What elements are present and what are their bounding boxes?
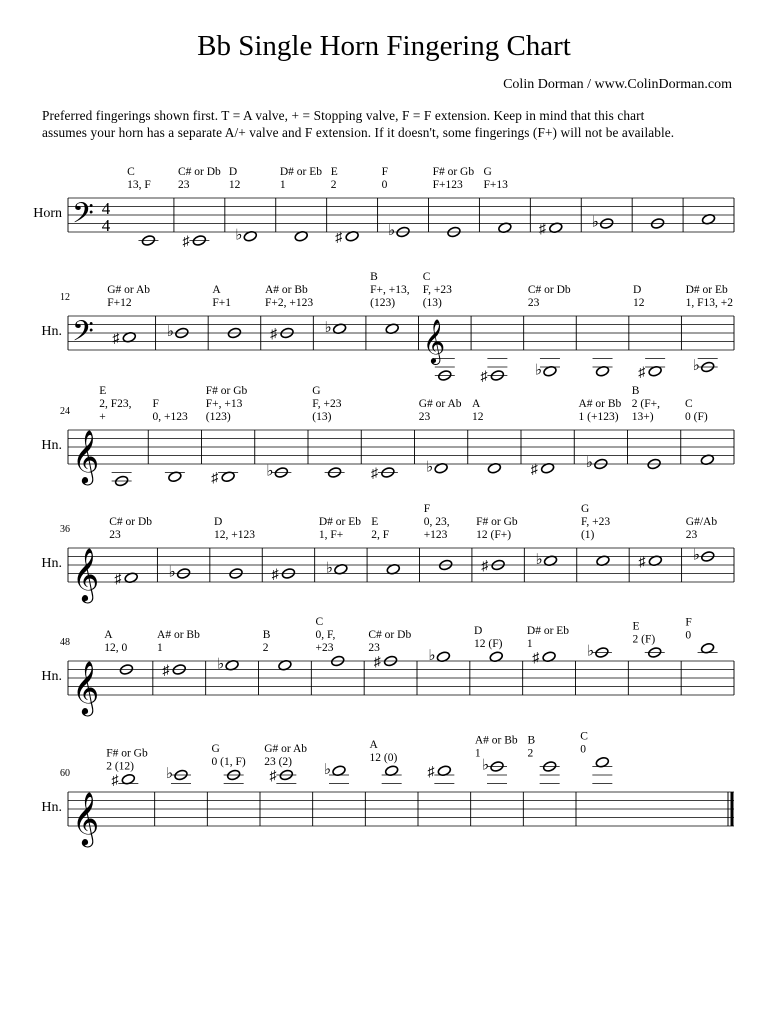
sharp-icon: ♯ [269, 769, 277, 784]
fingering-label: 2, F [371, 529, 390, 541]
fingering-label: 1 [474, 747, 481, 760]
flat-icon: ♭ [387, 223, 396, 239]
note-name-label: F [685, 616, 692, 629]
note-name-label: G [312, 385, 321, 397]
fingering-label: 23 (2) [264, 756, 293, 768]
measure-number: 36 [60, 524, 70, 535]
flat-icon: ♭ [323, 761, 331, 778]
fingering-label: 12, 0 [104, 642, 128, 654]
note-name-label: C# or Db [368, 629, 412, 641]
fingering-label: F+, +13, [370, 284, 410, 296]
note-name-label: E [371, 516, 379, 528]
page-title: Bb Single Horn Fingering Chart [197, 30, 571, 62]
sharp-icon: ♯ [335, 230, 343, 246]
sharp-icon: ♯ [112, 331, 120, 347]
note-name-label: A [104, 629, 113, 641]
instrument-label: Hn. [41, 669, 62, 684]
note-name-label: G# or Ab [264, 743, 308, 755]
sharp-icon: ♯ [162, 663, 170, 679]
instrument-label: Hn. [41, 324, 62, 339]
fingering-label: 13+) [631, 411, 654, 423]
note-name-label: D# or Eb [526, 624, 570, 637]
intro-line: assumes your horn has a separate A/+ valve and F extension. If it doesn't, some fingerings (F+) will not be available. [42, 125, 675, 140]
time-signature-bottom: 4 [101, 216, 111, 235]
bass-clef-icon: 𝄢 [72, 317, 94, 354]
time-signature-top: 4 [101, 199, 111, 218]
fingering-label: + [99, 411, 106, 423]
flat-icon: ♭ [535, 551, 543, 568]
flat-icon: ♭ [585, 455, 593, 471]
treble-clef-icon: 𝄞 [72, 431, 100, 482]
note-name-label: D [633, 284, 642, 296]
instrument-label: Hn. [41, 438, 62, 453]
fingering-label: (1) [580, 529, 595, 541]
fingering-label: 2 (F+, [631, 398, 660, 410]
note-name-label: E [99, 385, 107, 397]
flat-icon: ♭ [692, 358, 700, 374]
note-name-label: A# or Bb [578, 398, 622, 410]
note-name-label: B [370, 271, 378, 283]
note-name-label: F [152, 398, 159, 410]
fingering-label: 12 (F) [474, 637, 503, 650]
fingering-label: 1, F+ [318, 529, 344, 541]
treble-clef-icon: 𝄞 [422, 321, 446, 363]
fingering-label: 1 [157, 642, 163, 654]
fingering-label: 23 [177, 179, 190, 191]
note-name-label: B [631, 385, 640, 397]
fingering-label: 12 [228, 179, 241, 191]
measure-number: 12 [60, 292, 70, 303]
note-name-label: G#/Ab [685, 516, 718, 528]
fingering-label: 0 (1, F) [211, 756, 246, 768]
note-name-label: A# or Bb [157, 629, 200, 641]
fingering-label: F+13 [483, 179, 508, 191]
flat-icon: ♭ [266, 463, 274, 480]
flat-icon: ♭ [324, 319, 332, 336]
sharp-icon: ♯ [111, 773, 119, 789]
treble-clef-icon: 𝄞 [72, 662, 100, 713]
flat-icon: ♭ [586, 643, 594, 660]
sharp-icon: ♯ [427, 764, 435, 780]
fingering-label: 1 (+123) [578, 411, 619, 423]
note-name-label: D# or Eb [318, 516, 362, 528]
flat-icon: ♭ [481, 757, 489, 774]
treble-clef-icon: 𝄞 [72, 793, 100, 844]
measure-number: 48 [60, 637, 70, 648]
instrument-label: Hn. [41, 556, 62, 571]
sharp-icon: ♯ [373, 655, 381, 670]
fingering-label: F+1 [212, 297, 232, 309]
sharp-icon: ♯ [538, 221, 546, 237]
flat-icon: ♭ [235, 227, 243, 244]
fingering-label: 2, F23, [99, 398, 132, 410]
note-name-label: A [212, 284, 221, 296]
note-name-label: A# or Bb [264, 284, 308, 296]
fingering-label: 2 [330, 179, 337, 191]
sharp-icon: ♯ [182, 234, 190, 250]
note-name-label: A# or Bb [474, 734, 518, 747]
flat-icon: ♭ [692, 547, 700, 564]
flat-icon: ♭ [165, 766, 173, 782]
fingering-label: 23 [109, 529, 121, 541]
fingering-label: 12 [633, 297, 645, 309]
fingering-label: F, +23 [580, 516, 611, 528]
measure-number: 60 [60, 768, 70, 779]
sharp-icon: ♯ [481, 559, 489, 574]
note-name-label: D# or Eb [685, 284, 728, 296]
fingering-label: 1 [279, 179, 286, 191]
note-name-label: F# or Gb [432, 166, 475, 178]
note-name-label: G [211, 743, 220, 755]
note-name-label: C [315, 616, 324, 628]
note-name-label: B [527, 734, 536, 747]
note-name-label: C [580, 730, 588, 743]
note-name-label: C# or Db [527, 284, 571, 296]
note-name-label: C [422, 271, 431, 283]
note-name-label: E [330, 166, 338, 178]
sharp-icon: ♯ [370, 466, 378, 482]
fingering-label: (13) [312, 411, 332, 423]
flat-icon: ♭ [166, 324, 174, 340]
note-name-label: D [214, 516, 223, 528]
sharp-icon: ♯ [530, 462, 538, 478]
note-name-label: D [474, 624, 483, 637]
note-name-label: F# or Gb [205, 385, 248, 397]
note-name-label: F [381, 166, 389, 178]
note-name-label: F# or Gb [476, 516, 518, 528]
sharp-icon: ♯ [532, 650, 540, 666]
note-name-label: B [262, 629, 271, 641]
flat-icon: ♭ [217, 656, 225, 673]
note-name-label: F [423, 503, 431, 515]
bass-clef-icon: 𝄢 [72, 199, 94, 236]
sharp-icon: ♯ [638, 365, 646, 381]
note-name-label: G# or Ab [107, 284, 151, 296]
flat-icon: ♭ [591, 214, 599, 231]
fingering-label: 23 [368, 642, 380, 654]
fingering-label: (13) [422, 297, 442, 309]
note-name-label: C [685, 398, 693, 410]
fingering-label: 0, 23, [423, 516, 450, 528]
note-name-label: C# or Db [177, 166, 221, 178]
fingering-label: 2 (12) [106, 760, 135, 773]
note-name-label: G [483, 166, 492, 178]
note-name-label: C [127, 166, 135, 178]
note-name-label: G# or Ab [418, 398, 462, 410]
fingering-label: 12 (0) [369, 751, 398, 764]
fingering-label: 0 [685, 629, 692, 642]
measure-number: 24 [60, 406, 70, 417]
fingering-label: (123) [205, 411, 231, 423]
fingering-label: 23 [527, 297, 540, 309]
sharp-icon: ♯ [211, 470, 219, 486]
fingering-label: F+123 [432, 179, 463, 191]
flat-icon: ♭ [325, 560, 333, 577]
fingering-label: F, +23 [422, 284, 452, 296]
sharp-icon: ♯ [271, 567, 279, 583]
fingering-label: 12, +123 [214, 529, 256, 541]
author-credit: Colin Dorman / www.ColinDorman.com [503, 77, 732, 92]
fingering-label: 2 (F) [632, 633, 656, 646]
fingering-label: (123) [370, 297, 396, 309]
fingering-label: 0 [580, 743, 586, 756]
fingering-label: 23 [418, 411, 431, 423]
fingering-label: F+12 [107, 297, 132, 309]
note-name-label: A [369, 738, 378, 751]
sharp-icon: ♯ [114, 571, 122, 587]
fingering-label: 1 [526, 637, 533, 650]
fingering-label: 0, +123 [152, 411, 188, 423]
note-name-label: G [580, 503, 590, 515]
fingering-label: 1, F13, +2 [685, 297, 734, 309]
flat-icon: ♭ [428, 647, 436, 664]
note-name-label: E [632, 620, 640, 633]
sharp-icon: ♯ [270, 327, 278, 342]
fingering-label: 0, F, [315, 629, 336, 641]
fingering-label: 12 [472, 411, 484, 423]
fingering-label: 0 (F) [685, 411, 708, 423]
intro-line: Preferred fingerings shown first. T = A valve, + = Stopping valve, F = F extension. Keep in mind that this chart [42, 108, 645, 123]
sharp-icon: ♯ [638, 554, 646, 570]
flat-icon: ♭ [168, 564, 176, 581]
fingering-label: 2 [527, 747, 534, 760]
fingering-label: +23 [315, 642, 334, 654]
fingering-label: 0 [381, 179, 388, 191]
treble-clef-icon: 𝄞 [72, 549, 100, 600]
flat-icon: ♭ [426, 459, 434, 476]
fingering-label: 23 [685, 529, 698, 541]
fingering-label: F, +23 [312, 398, 342, 410]
note-name-label: D# or Eb [279, 166, 322, 178]
note-name-label: D [228, 166, 238, 178]
fingering-label: F+2, +123 [264, 297, 314, 309]
fingering-label: 13, F [127, 179, 151, 191]
fingering-label: 2 [262, 642, 269, 654]
fingering-label: +123 [423, 529, 448, 541]
sharp-icon: ♯ [480, 369, 488, 385]
fingering-label: 12 (F+) [476, 529, 512, 541]
note-name-label: A [472, 398, 481, 410]
note-name-label: F# or Gb [106, 747, 148, 760]
note-name-label: C# or Db [109, 516, 153, 528]
fingering-label: F+, +13 [205, 398, 243, 410]
instrument-label: Horn [33, 206, 62, 221]
instrument-label: Hn. [41, 800, 62, 815]
flat-icon: ♭ [534, 362, 542, 379]
